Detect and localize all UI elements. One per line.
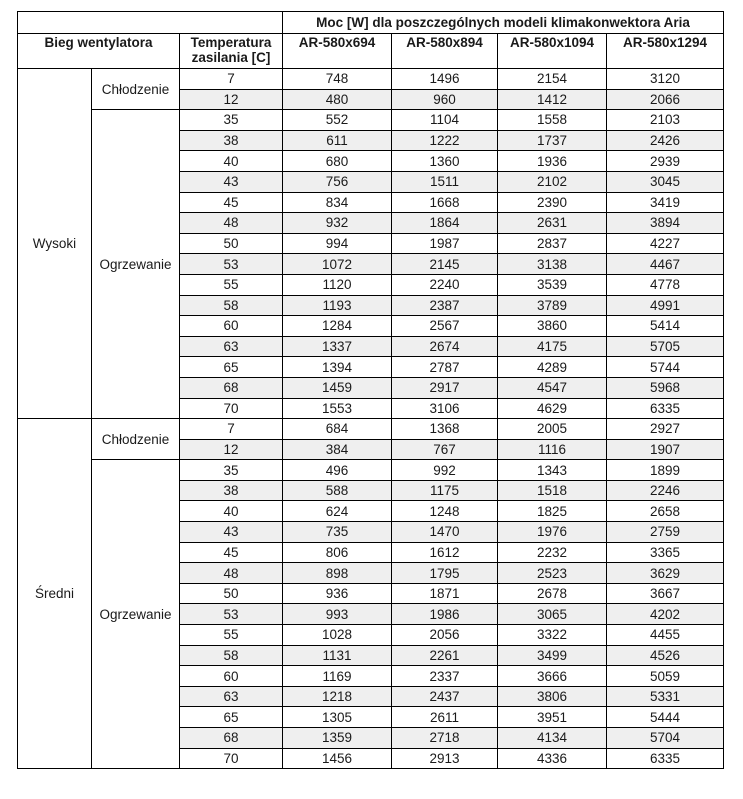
temperature-cell: 63 bbox=[180, 336, 283, 357]
power-value-cell: 680 bbox=[283, 151, 392, 172]
power-value-cell: 1907 bbox=[607, 439, 724, 460]
power-value-cell: 1518 bbox=[498, 480, 607, 501]
temperature-cell: 65 bbox=[180, 357, 283, 378]
power-value-cell: 2787 bbox=[392, 357, 498, 378]
power-value-cell: 1394 bbox=[283, 357, 392, 378]
table-row bbox=[18, 419, 724, 440]
temperature-cell: 35 bbox=[180, 110, 283, 131]
power-value-cell: 4991 bbox=[607, 295, 724, 316]
power-value-cell: 748 bbox=[283, 69, 392, 90]
power-value-cell: 1459 bbox=[283, 377, 392, 398]
power-value-cell: 611 bbox=[283, 130, 392, 151]
column-header-temperature: Temperatura zasilania [C] bbox=[180, 34, 283, 69]
temperature-cell: 60 bbox=[180, 666, 283, 687]
power-value-cell: 1368 bbox=[392, 419, 498, 440]
power-value-cell: 684 bbox=[283, 419, 392, 440]
power-value-cell: 1412 bbox=[498, 89, 607, 110]
power-value-cell: 552 bbox=[283, 110, 392, 131]
temperature-cell: 35 bbox=[180, 460, 283, 481]
power-value-cell: 4778 bbox=[607, 274, 724, 295]
power-value-cell: 2658 bbox=[607, 501, 724, 522]
temperature-cell: 58 bbox=[180, 295, 283, 316]
temperature-cell: 38 bbox=[180, 130, 283, 151]
power-value-cell: 2718 bbox=[392, 728, 498, 749]
temperature-cell: 7 bbox=[180, 69, 283, 90]
power-value-cell: 480 bbox=[283, 89, 392, 110]
power-value-cell: 1987 bbox=[392, 233, 498, 254]
temperature-cell: 55 bbox=[180, 274, 283, 295]
temperature-cell: 50 bbox=[180, 583, 283, 604]
power-value-cell: 2005 bbox=[498, 419, 607, 440]
power-value-cell: 1218 bbox=[283, 686, 392, 707]
power-value-cell: 4175 bbox=[498, 336, 607, 357]
power-value-cell: 3806 bbox=[498, 686, 607, 707]
power-value-cell: 2240 bbox=[392, 274, 498, 295]
power-value-cell: 588 bbox=[283, 480, 392, 501]
power-value-cell: 3499 bbox=[498, 645, 607, 666]
power-value-cell: 1072 bbox=[283, 254, 392, 275]
header-row-columns bbox=[18, 34, 724, 69]
header-empty-cell bbox=[18, 12, 283, 34]
mode-cell: Chłodzenie bbox=[92, 419, 180, 460]
power-value-cell: 3322 bbox=[498, 625, 607, 646]
power-value-cell: 3667 bbox=[607, 583, 724, 604]
power-value-cell: 834 bbox=[283, 192, 392, 213]
power-value-cell: 1193 bbox=[283, 295, 392, 316]
power-value-cell: 5704 bbox=[607, 728, 724, 749]
power-value-cell: 1343 bbox=[498, 460, 607, 481]
power-value-cell: 2759 bbox=[607, 522, 724, 543]
power-value-cell: 3120 bbox=[607, 69, 724, 90]
column-header-model: AR-580x694 bbox=[283, 34, 392, 69]
power-value-cell: 2678 bbox=[498, 583, 607, 604]
power-value-cell: 2426 bbox=[607, 130, 724, 151]
power-value-cell: 3666 bbox=[498, 666, 607, 687]
power-value-cell: 1360 bbox=[392, 151, 498, 172]
temperature-cell: 68 bbox=[180, 377, 283, 398]
column-header-fan-speed: Bieg wentylatora bbox=[18, 34, 180, 69]
power-value-cell: 1795 bbox=[392, 563, 498, 584]
fan-speed-cell: Wysoki bbox=[18, 69, 92, 419]
power-value-cell: 2145 bbox=[392, 254, 498, 275]
power-value-cell: 1169 bbox=[283, 666, 392, 687]
power-value-cell: 1470 bbox=[392, 522, 498, 543]
power-value-cell: 1116 bbox=[498, 439, 607, 460]
power-value-cell: 1899 bbox=[607, 460, 724, 481]
power-value-cell: 2387 bbox=[392, 295, 498, 316]
power-value-cell: 2917 bbox=[392, 377, 498, 398]
temperature-cell: 48 bbox=[180, 563, 283, 584]
power-value-cell: 4134 bbox=[498, 728, 607, 749]
power-value-cell: 3539 bbox=[498, 274, 607, 295]
column-header-model: AR-580x894 bbox=[392, 34, 498, 69]
power-value-cell: 1222 bbox=[392, 130, 498, 151]
power-value-cell: 6335 bbox=[607, 398, 724, 419]
power-value-cell: 4336 bbox=[498, 748, 607, 769]
power-value-cell: 1864 bbox=[392, 213, 498, 234]
power-value-cell: 1248 bbox=[392, 501, 498, 522]
power-value-cell: 3106 bbox=[392, 398, 498, 419]
power-value-cell: 3629 bbox=[607, 563, 724, 584]
power-value-cell: 767 bbox=[392, 439, 498, 460]
header-row-title bbox=[18, 12, 724, 34]
power-value-cell: 898 bbox=[283, 563, 392, 584]
power-value-cell: 3789 bbox=[498, 295, 607, 316]
power-value-cell: 806 bbox=[283, 542, 392, 563]
power-value-cell: 1359 bbox=[283, 728, 392, 749]
power-value-cell: 5331 bbox=[607, 686, 724, 707]
temperature-cell: 55 bbox=[180, 625, 283, 646]
temperature-cell: 65 bbox=[180, 707, 283, 728]
power-value-cell: 2066 bbox=[607, 89, 724, 110]
power-value-cell: 4547 bbox=[498, 377, 607, 398]
power-value-cell: 3138 bbox=[498, 254, 607, 275]
power-value-cell: 1284 bbox=[283, 316, 392, 337]
mode-cell: Ogrzewanie bbox=[92, 110, 180, 419]
table-title: Moc [W] dla poszczególnych modeli klimakonwektora Aria bbox=[283, 12, 724, 34]
power-value-cell: 4455 bbox=[607, 625, 724, 646]
power-value-cell: 384 bbox=[283, 439, 392, 460]
column-header-model: AR-580x1294 bbox=[607, 34, 724, 69]
temperature-cell: 43 bbox=[180, 171, 283, 192]
power-value-cell: 2246 bbox=[607, 480, 724, 501]
power-value-cell: 1511 bbox=[392, 171, 498, 192]
power-value-cell: 5059 bbox=[607, 666, 724, 687]
temperature-cell: 12 bbox=[180, 439, 283, 460]
table-body bbox=[18, 69, 724, 769]
table-row bbox=[18, 460, 724, 481]
power-value-cell: 3894 bbox=[607, 213, 724, 234]
temperature-cell: 53 bbox=[180, 254, 283, 275]
power-value-cell: 5744 bbox=[607, 357, 724, 378]
power-value-cell: 3951 bbox=[498, 707, 607, 728]
mode-cell: Ogrzewanie bbox=[92, 460, 180, 769]
power-value-cell: 1337 bbox=[283, 336, 392, 357]
temperature-cell: 45 bbox=[180, 192, 283, 213]
power-value-cell: 2913 bbox=[392, 748, 498, 769]
power-value-cell: 2939 bbox=[607, 151, 724, 172]
power-value-cell: 2927 bbox=[607, 419, 724, 440]
power-value-cell: 4629 bbox=[498, 398, 607, 419]
power-value-cell: 936 bbox=[283, 583, 392, 604]
power-value-cell: 496 bbox=[283, 460, 392, 481]
power-value-cell: 6335 bbox=[607, 748, 724, 769]
power-table bbox=[17, 11, 724, 769]
power-value-cell: 1558 bbox=[498, 110, 607, 131]
fan-speed-cell: Średni bbox=[18, 419, 92, 769]
temperature-cell: 40 bbox=[180, 501, 283, 522]
power-value-cell: 1871 bbox=[392, 583, 498, 604]
column-header-model: AR-580x1094 bbox=[498, 34, 607, 69]
temperature-cell: 50 bbox=[180, 233, 283, 254]
power-value-cell: 4227 bbox=[607, 233, 724, 254]
power-value-cell: 1986 bbox=[392, 604, 498, 625]
temperature-cell: 60 bbox=[180, 316, 283, 337]
power-value-cell: 5444 bbox=[607, 707, 724, 728]
power-value-cell: 3065 bbox=[498, 604, 607, 625]
power-value-cell: 3045 bbox=[607, 171, 724, 192]
power-value-cell: 2103 bbox=[607, 110, 724, 131]
temperature-cell: 58 bbox=[180, 645, 283, 666]
temperature-cell: 45 bbox=[180, 542, 283, 563]
power-value-cell: 4289 bbox=[498, 357, 607, 378]
power-value-cell: 2523 bbox=[498, 563, 607, 584]
power-value-cell: 2056 bbox=[392, 625, 498, 646]
power-value-cell: 1456 bbox=[283, 748, 392, 769]
temperature-cell: 12 bbox=[180, 89, 283, 110]
power-value-cell: 2261 bbox=[392, 645, 498, 666]
power-value-cell: 2337 bbox=[392, 666, 498, 687]
temperature-cell: 63 bbox=[180, 686, 283, 707]
mode-cell: Chłodzenie bbox=[92, 69, 180, 110]
power-value-cell: 2837 bbox=[498, 233, 607, 254]
power-value-cell: 960 bbox=[392, 89, 498, 110]
power-value-cell: 1305 bbox=[283, 707, 392, 728]
power-value-cell: 1131 bbox=[283, 645, 392, 666]
power-value-cell: 5705 bbox=[607, 336, 724, 357]
power-value-cell: 3860 bbox=[498, 316, 607, 337]
power-value-cell: 756 bbox=[283, 171, 392, 192]
power-value-cell: 4202 bbox=[607, 604, 724, 625]
power-value-cell: 2232 bbox=[498, 542, 607, 563]
power-value-cell: 5414 bbox=[607, 316, 724, 337]
power-value-cell: 993 bbox=[283, 604, 392, 625]
temperature-cell: 48 bbox=[180, 213, 283, 234]
power-value-cell: 2674 bbox=[392, 336, 498, 357]
power-value-cell: 2437 bbox=[392, 686, 498, 707]
power-value-cell: 994 bbox=[283, 233, 392, 254]
temperature-cell: 38 bbox=[180, 480, 283, 501]
temperature-cell: 7 bbox=[180, 419, 283, 440]
power-value-cell: 3419 bbox=[607, 192, 724, 213]
power-value-cell: 1120 bbox=[283, 274, 392, 295]
power-value-cell: 1496 bbox=[392, 69, 498, 90]
power-value-cell: 1825 bbox=[498, 501, 607, 522]
power-value-cell: 1553 bbox=[283, 398, 392, 419]
power-value-cell: 1104 bbox=[392, 110, 498, 131]
power-value-cell: 1668 bbox=[392, 192, 498, 213]
power-value-cell: 2631 bbox=[498, 213, 607, 234]
power-value-cell: 2102 bbox=[498, 171, 607, 192]
temperature-cell: 70 bbox=[180, 748, 283, 769]
power-value-cell: 2390 bbox=[498, 192, 607, 213]
power-value-cell: 1028 bbox=[283, 625, 392, 646]
power-value-cell: 1175 bbox=[392, 480, 498, 501]
power-value-cell: 2611 bbox=[392, 707, 498, 728]
power-value-cell: 2567 bbox=[392, 316, 498, 337]
power-value-cell: 992 bbox=[392, 460, 498, 481]
temperature-cell: 43 bbox=[180, 522, 283, 543]
power-value-cell: 5968 bbox=[607, 377, 724, 398]
temperature-cell: 53 bbox=[180, 604, 283, 625]
power-value-cell: 4467 bbox=[607, 254, 724, 275]
temperature-cell: 68 bbox=[180, 728, 283, 749]
power-value-cell: 3365 bbox=[607, 542, 724, 563]
power-value-cell: 1612 bbox=[392, 542, 498, 563]
table-row bbox=[18, 69, 724, 90]
power-value-cell: 932 bbox=[283, 213, 392, 234]
power-value-cell: 4526 bbox=[607, 645, 724, 666]
power-value-cell: 735 bbox=[283, 522, 392, 543]
power-value-cell: 1936 bbox=[498, 151, 607, 172]
table-row bbox=[18, 110, 724, 131]
power-value-cell: 624 bbox=[283, 501, 392, 522]
temperature-cell: 40 bbox=[180, 151, 283, 172]
power-value-cell: 1976 bbox=[498, 522, 607, 543]
power-value-cell: 2154 bbox=[498, 69, 607, 90]
power-value-cell: 1737 bbox=[498, 130, 607, 151]
temperature-cell: 70 bbox=[180, 398, 283, 419]
